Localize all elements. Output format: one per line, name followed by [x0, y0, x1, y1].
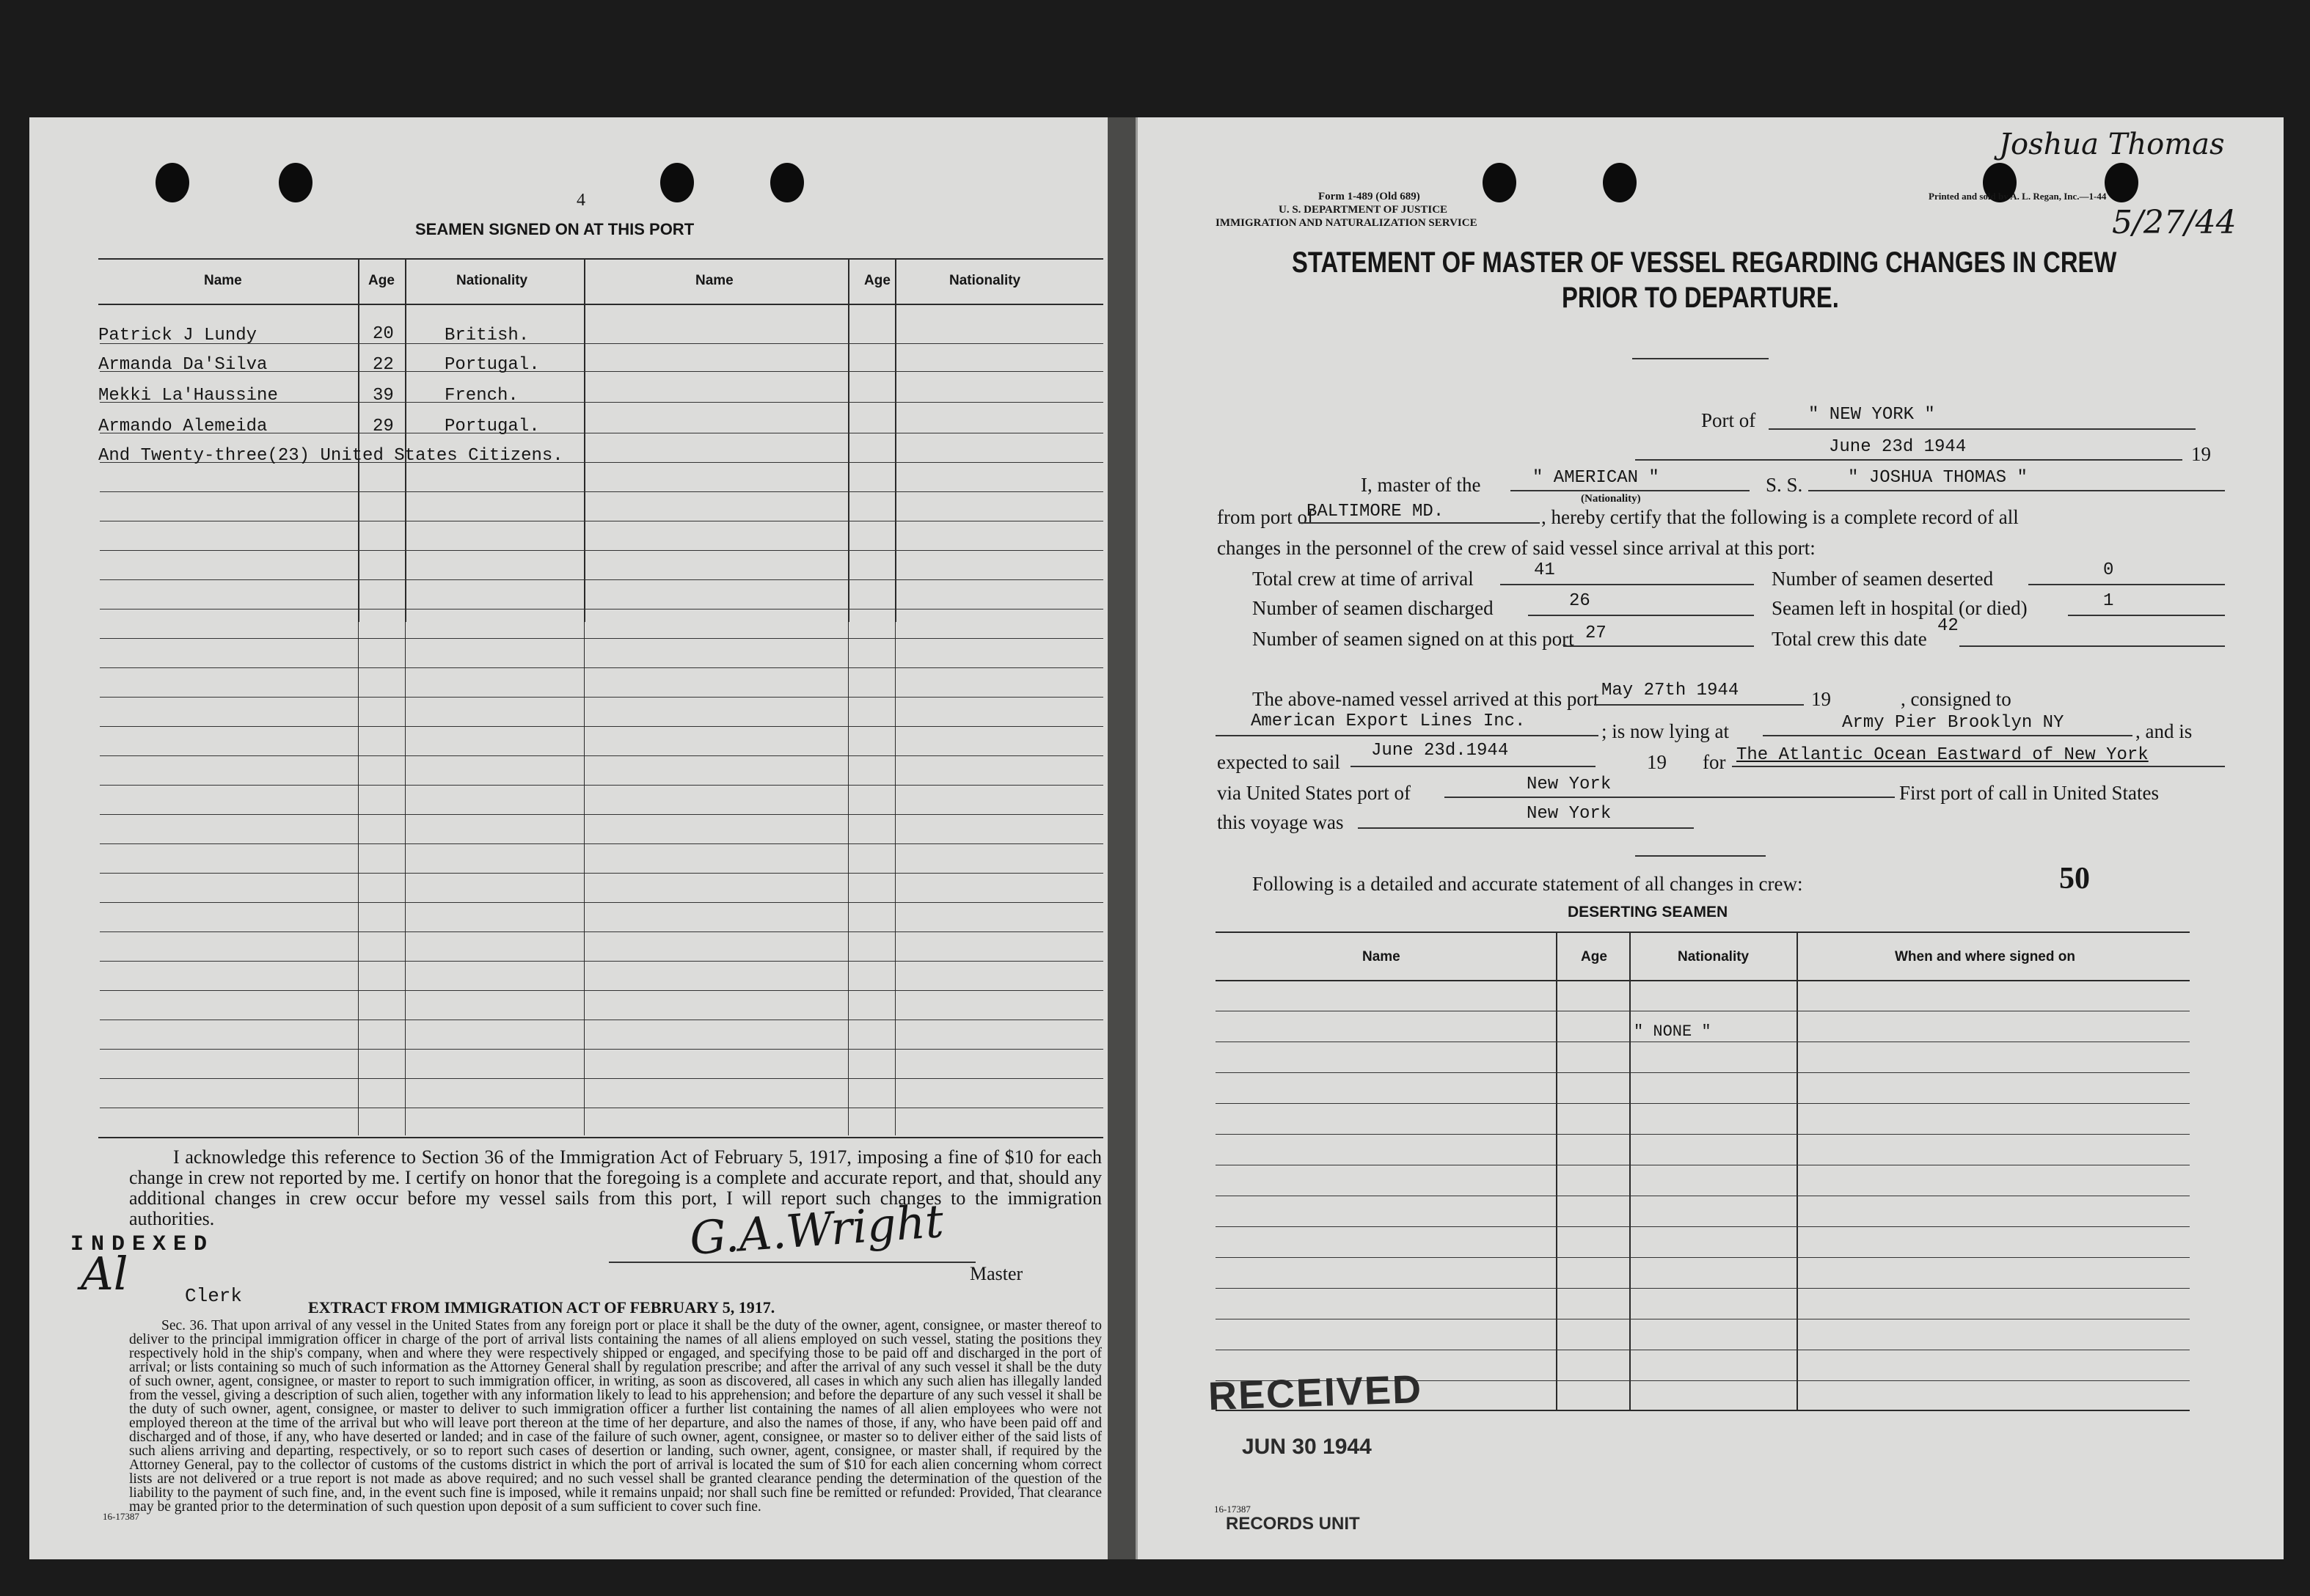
- seaman-name: Armanda Da'Silva: [98, 355, 268, 375]
- master-signature: G.A.Wright: [687, 1194, 946, 1265]
- hospital-value: 1: [2103, 591, 2114, 611]
- seaman-nationality: Portugal.: [445, 355, 540, 375]
- extract-title: EXTRACT FROM IMMIGRATION ACT OF FEBRUARY 5, 1917.: [308, 1298, 775, 1317]
- ss-label: S. S.: [1766, 474, 1803, 496]
- from-port-label: from port of: [1217, 506, 1314, 528]
- arrived-year-prefix: 19: [1811, 688, 1831, 710]
- total-arrival-value: 41: [1534, 560, 1555, 580]
- first-port-label: First port of call in United States: [1899, 782, 2159, 804]
- seaman-age: 29: [373, 417, 394, 436]
- seaman-nationality: French.: [445, 386, 519, 406]
- col-header-nationality-2: Nationality: [949, 273, 1021, 288]
- section-title: SEAMEN SIGNED ON AT THIS PORT: [415, 220, 695, 238]
- deserted-value: 0: [2103, 560, 2114, 580]
- and-is-label: , and is: [2135, 720, 2193, 742]
- page-number: 4: [577, 191, 585, 210]
- total-arrival-label: Total crew at time of arrival: [1252, 568, 1474, 590]
- ship-name: " JOSHUA THOMAS ": [1848, 468, 2028, 488]
- col-header-age: Age: [368, 273, 395, 288]
- extract-text: Sec. 36. That upon arrival of any vessel in the United States from any foreign port or place it shall be the duty of the owner, agent, consignee, or master thereof to deliver to the principal immigration officer in charge of the port of arrival lists containing the names of all aliens employed on such vessel, stating the positions they respectively hold in the ship's company, when and where they were respectively shipped or engaged, and specifying those to be paid off and discharged in the port of arrival; or lists containing so much of such information as the Attorney General shall by regulation prescribe; and after the arrival of any such vessel it shall be the duty of such owner, agent, consignee, or master to report to such immigration officer, in writing, as soon as discovered, all cases in which any such alien has illegally landed from the vessel, giving a description of such alien, together with any information likely to lead to his apprehension; and before the departure of any such vessel it shall be the duty of such owner, agent, consignee, or master to deliver to such immigration officer a further list containing the names of all alien employees who were not employed thereon at the time of the arrival but who will leave port thereon at the time of her departure, and also the names of those, if any, who have been paid off and discharged and of those, if any, who have deserted or landed; and in case of the failure of such owner, agent, consignee, or master so to deliver either of the said lists of such aliens arriving and departing, respectively, or so to report such cases of desertion or landing, such owner, agent, consignee, or master shall, if required by the Attorney General, pay to the collector of customs of the customs district in which the port of arrival is located the sum of $10 for each alien concerning whom correct lists are not delivered or a true report is not made as above required; and no such vessel shall be granted clearance pending the determination of the question of the liability to the payment of such fine, and, in the event such fine is imposed, while it remains unpaid; nor shall such fine be remitted or refunded: Provided, That clearance may be granted prior to the determination of such question upon deposit of a sum sufficient to cover such fine.: [129, 1318, 1102, 1515]
- via-label: via United States port of: [1217, 782, 1411, 804]
- left-page: [29, 117, 1108, 1559]
- additional-crew-line: And Twenty-three(23) United States Citizens.: [98, 446, 563, 466]
- deserting-title: DESERTING SEAMEN: [1568, 904, 1728, 920]
- deserting-col-signed-on: When and where signed on: [1895, 949, 2075, 964]
- clerk-label: Clerk: [185, 1285, 243, 1307]
- seaman-name: Mekki La'Haussine: [98, 386, 278, 406]
- voyage-value: New York: [1527, 804, 1612, 824]
- received-stamp: RECEIVED: [1207, 1366, 1424, 1419]
- nationality-value: " AMERICAN ": [1532, 468, 1659, 488]
- via-value: New York: [1527, 775, 1612, 794]
- seaman-age: 39: [373, 386, 394, 406]
- lying-value: Army Pier Brooklyn NY: [1842, 713, 2064, 733]
- from-port-value: BALTIMORE MD.: [1306, 502, 1444, 521]
- col-header-nationality: Nationality: [456, 273, 528, 288]
- arrived-label: The above-named vessel arrived at this port: [1252, 688, 1599, 710]
- received-date-stamp: JUN 30 1944: [1242, 1435, 1372, 1459]
- binding-gutter: [1108, 117, 1136, 1559]
- total-date-value: 42: [1937, 616, 1959, 636]
- form-title-2: PRIOR TO DEPARTURE.: [1562, 282, 1839, 314]
- certify-text-2: changes in the personnel of the crew of said vessel since arrival at this port:: [1217, 537, 1816, 559]
- sail-value: June 23d.1944: [1371, 741, 1509, 761]
- arrived-value: May 27th 1944: [1601, 681, 1739, 700]
- deserting-col-age: Age: [1581, 949, 1607, 964]
- form-title: STATEMENT OF MASTER OF VESSEL REGARDING CHANGES IN CREW: [1292, 246, 2117, 279]
- destination-value: The Atlantic Ocean Eastward of New York: [1736, 745, 2149, 765]
- total-date-label: Total crew this date: [1772, 628, 1927, 650]
- col-header-name: Name: [204, 273, 242, 288]
- port-label: Port of: [1701, 409, 1756, 431]
- sail-year-prefix: 19: [1647, 751, 1667, 773]
- nationality-caption: (Nationality): [1581, 493, 1641, 505]
- punch-hole: [2105, 163, 2138, 202]
- seaman-nationality: British.: [445, 326, 530, 345]
- lying-label: ; is now lying at: [1601, 720, 1729, 742]
- discharged-value: 26: [1569, 591, 1590, 611]
- seaman-age: 22: [373, 355, 394, 375]
- following-text: Following is a detailed and accurate statement of all changes in crew:: [1252, 873, 1803, 895]
- form-code: 16-17387: [1214, 1504, 1251, 1515]
- punch-hole: [660, 163, 694, 202]
- service: IMMIGRATION AND NATURALIZATION SERVICE: [1216, 217, 1477, 229]
- deserted-label: Number of seamen deserted: [1772, 568, 1994, 590]
- form-number: Form 1-489 (Old 689): [1318, 191, 1420, 202]
- clerk-initials: Al: [81, 1247, 128, 1300]
- seaman-nationality: Portugal.: [445, 417, 540, 436]
- acknowledgment-text: I acknowledge this reference to Section 36 of the Immigration Act of February 5, 1917, imposing a fine of $10 for each change in crew not reported by me. I certify on honor that the foregoing is a complete and accurate report, and that, should any additional changes in crew occur before my vessel sails from this port, I will report such changes to the immigration authorities.: [129, 1146, 1102, 1229]
- punch-hole: [1483, 163, 1516, 202]
- seaman-age: 20: [373, 324, 394, 344]
- seaman-name: Armando Alemeida: [98, 417, 268, 436]
- consigned-label: , consigned to: [1901, 688, 2011, 710]
- printer-note: Printed and sold by A. L. Regan, Inc.—1-44: [1929, 191, 2107, 202]
- date-value: June 23d 1944: [1829, 437, 1967, 457]
- year-prefix: 19: [2191, 443, 2211, 465]
- master-label: Master: [970, 1263, 1023, 1284]
- deserting-col-nationality: Nationality: [1678, 949, 1750, 964]
- signed-on-label: Number of seamen signed on at this port: [1252, 628, 1574, 650]
- discharged-label: Number of seamen discharged: [1252, 597, 1494, 619]
- indexed-stamp: INDEXED: [70, 1232, 215, 1257]
- col-header-name-2: Name: [695, 273, 734, 288]
- hospital-label: Seamen left in hospital (or died): [1772, 597, 2028, 619]
- records-unit-stamp: RECORDS UNIT: [1226, 1514, 1360, 1534]
- form-code: 16-17387: [103, 1511, 139, 1522]
- deserting-entry: " NONE ": [1634, 1022, 1711, 1041]
- handwritten-vessel: Joshua Thomas: [1999, 128, 2225, 161]
- for-label: for: [1703, 751, 1726, 773]
- punch-hole: [1603, 163, 1637, 202]
- punch-hole: [770, 163, 804, 202]
- sail-label: expected to sail: [1217, 751, 1340, 773]
- handwritten-date: 5/27/44: [2112, 204, 2237, 241]
- seaman-name: Patrick J Lundy: [98, 326, 257, 345]
- col-header-age-2: Age: [864, 273, 891, 288]
- punch-hole: [156, 163, 189, 202]
- certify-text: , hereby certify that the following is a complete record of all: [1541, 506, 2019, 528]
- voyage-label: this voyage was: [1217, 811, 1344, 833]
- deserting-col-name: Name: [1362, 949, 1400, 964]
- right-page: [1136, 117, 2284, 1559]
- consignee-value: American Export Lines Inc.: [1251, 711, 1526, 731]
- port-value: " NEW YORK ": [1808, 405, 1935, 425]
- cert-intro: I, master of the: [1361, 474, 1481, 496]
- punch-hole: [279, 163, 312, 202]
- page-tally: 50: [2059, 862, 2090, 896]
- department: U. S. DEPARTMENT OF JUSTICE: [1279, 204, 1448, 216]
- signed-on-value: 27: [1585, 623, 1607, 643]
